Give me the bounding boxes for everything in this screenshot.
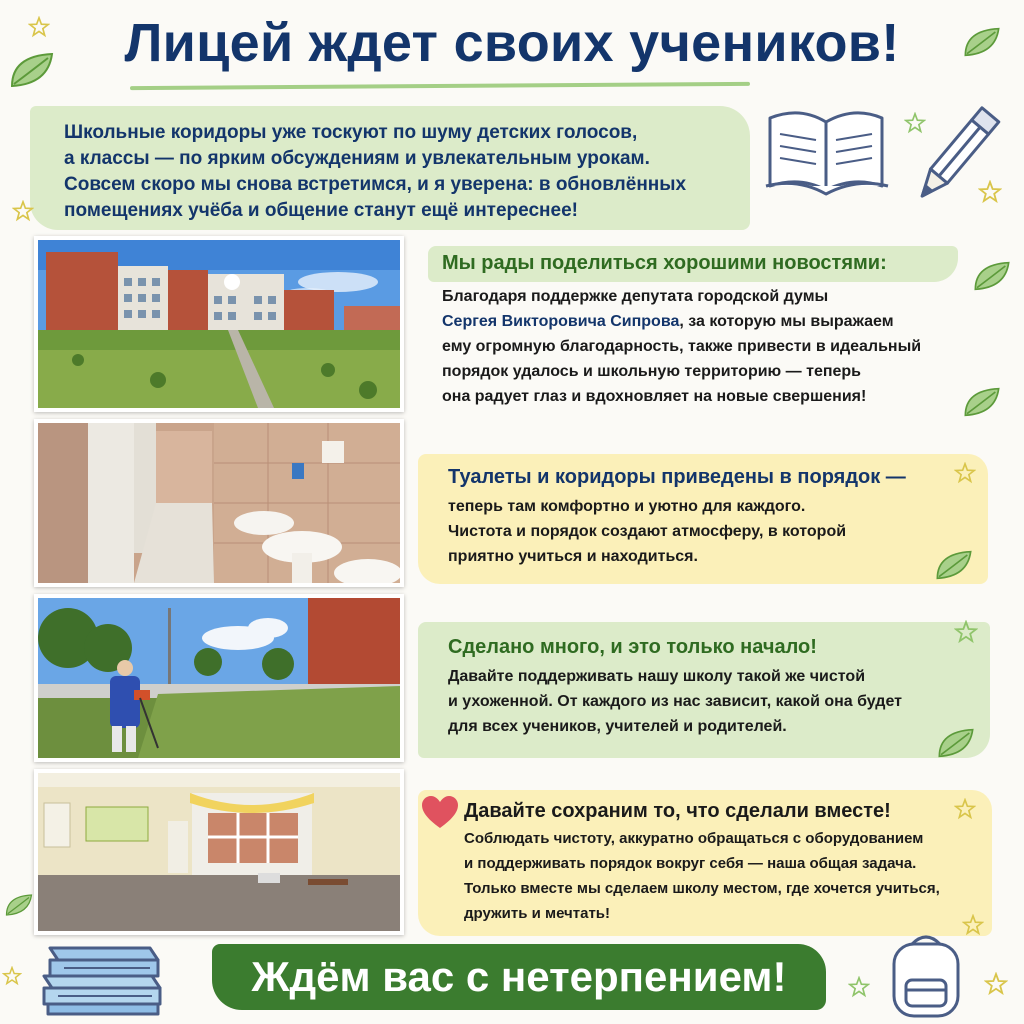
section2-line-1: теперь там комфортно и уютно для каждого. [448,498,806,515]
section4-line-4: дружить и мечтать! [464,905,611,922]
star-icon [12,200,34,222]
intro-line-3: Совсем скоро мы снова встретимся, и я уверена: в обновлённых [64,174,687,195]
leaf-icon [4,890,34,920]
section1 [442,250,1002,409]
school-building-photo [34,236,404,412]
section2-heading: Туалеты и коридоры приведены в порядок — [448,466,906,488]
star-icon [962,914,984,936]
intro-band [30,106,750,230]
section4-heading: Давайте сохраним то, что сделали вместе! [464,800,891,822]
leaf-icon [962,22,1002,62]
section4-line-3: Только вместе мы сделаем школу местом, где хочется учиться, [464,880,940,897]
leaf-icon [934,546,974,584]
school-hall-image [38,773,400,931]
grass-mowing-photo [34,594,404,762]
section1-line-5: она радует глаз и вдохновляет на новые свершения! [442,388,867,405]
star-icon [848,976,870,998]
section2 [418,454,988,584]
section1-line-1: Благодаря поддержке депутата городской думы [442,288,829,305]
section2-line-2: Чистота и порядок создают атмосферу, в которой [448,523,847,540]
section3 [418,622,990,758]
school-building-image [38,240,400,408]
heart-icon [422,796,458,830]
leaf-icon [962,384,1002,420]
section3-line-3: для всех учеников, учителей и родителей. [448,718,787,735]
section4-line-1: Соблюдать чистоту, аккуратно обращаться с оборудованием [464,830,924,847]
grass-mowing-image [38,598,400,758]
star-icon [2,966,22,986]
backpack-icon [884,930,968,1020]
section1-line-2 [442,309,1002,334]
school-hall-photo [34,769,404,935]
intro-line-4: помещениях учёба и общение станут ещё интереснее! [64,200,578,221]
section3-line-1: Давайте поддерживать нашу школу такой же чистой [448,668,866,685]
section4 [418,790,992,936]
section1-heading: Мы рады поделиться хорошими новостями: [442,252,887,274]
deputy-name: Сергея Викторовича Сипрова [442,313,680,330]
leaf-icon [8,50,56,90]
restroom-photo [34,419,404,587]
leaf-icon [972,258,1012,294]
star-icon [978,180,1002,204]
section3-line-2: и ухоженной. От каждого из нас зависит, какой она будет [448,693,902,710]
star-icon [904,112,926,134]
section4-line-2: и поддерживать порядок вокруг себя — наша общая задача. [464,855,917,872]
page-title: Лицей ждет своих учеников! [124,13,900,73]
star-icon [954,798,976,820]
star-icon [954,462,976,484]
intro-line-1: Школьные коридоры уже тоскуют по шуму детских голосов, [64,122,638,143]
section2-line-3: приятно учиться и находиться. [448,548,698,565]
star-icon [984,972,1008,996]
open-book-icon [762,100,892,200]
star-icon [954,620,978,644]
star-icon [28,16,50,38]
restroom-image [38,423,400,583]
section1-line-3: ему огромную благодарность, также привести в идеальный [442,338,922,355]
leaf-icon [936,724,976,762]
section1-line-4: порядок удалось и школьную территорию — теперь [442,363,862,380]
section3-heading: Сделано много, и это только начало! [448,636,817,658]
intro-line-2: а классы — по ярким обсуждениям и увлекательным урокам. [64,148,650,169]
stacked-books-icon [40,942,164,1018]
title-underline [130,82,750,90]
footer-banner: Ждём вас с нетерпением! [212,944,826,1010]
section1-line-2-rest: , за которую мы выражаем [679,313,894,330]
